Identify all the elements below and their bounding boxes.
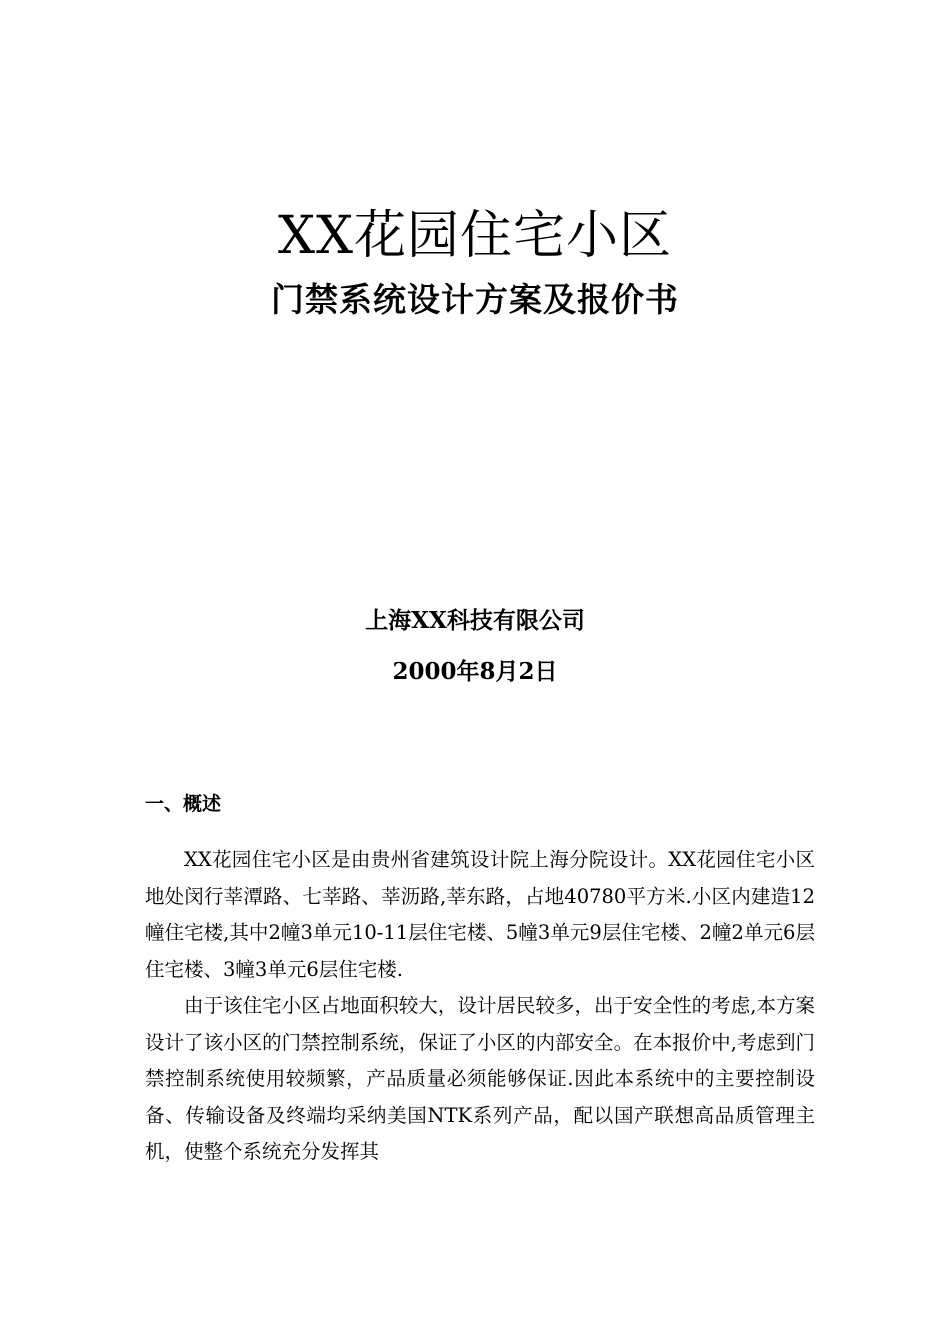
paragraph: XX花园住宅小区是由贵州省建筑设计院上海分院设计。XX花园住宅小区地处闵行莘潭路、七莘路、莘沥路,莘东路，占地40780平方米.小区内建造12幢住宅楼,其中2幢3单元10-11层住宅楼、5幢3单元9层住宅楼、2幢2单元6层住宅楼、3幢3单元6层住宅楼. xyxy=(145,848,815,981)
section-heading-overview: 一、概述 xyxy=(145,793,222,815)
paragraph: 由于该住宅小区占地面积较大，设计居民较多，出于安全性的考虑,本方案设计了该小区的门禁控制系统，保证了小区的内部安全。在本报价中,考虑到门禁控制系统使用较频繁，产品质量必须能够保证.因此本系统中的主要控制设备、传输设备及终端均采纳美国NTK系列产品，配以国产联想高品质管理主机，使整个系统充分发挥其 xyxy=(145,994,815,1163)
company-name: 上海XX科技有限公司 xyxy=(365,607,585,634)
document-title: XX花园住宅小区 xyxy=(277,206,673,266)
section-body-overview xyxy=(145,842,815,1171)
document-subtitle: 门禁系统设计方案及报价书 xyxy=(271,280,679,319)
document-date: 2000年8月2日 xyxy=(392,658,558,685)
